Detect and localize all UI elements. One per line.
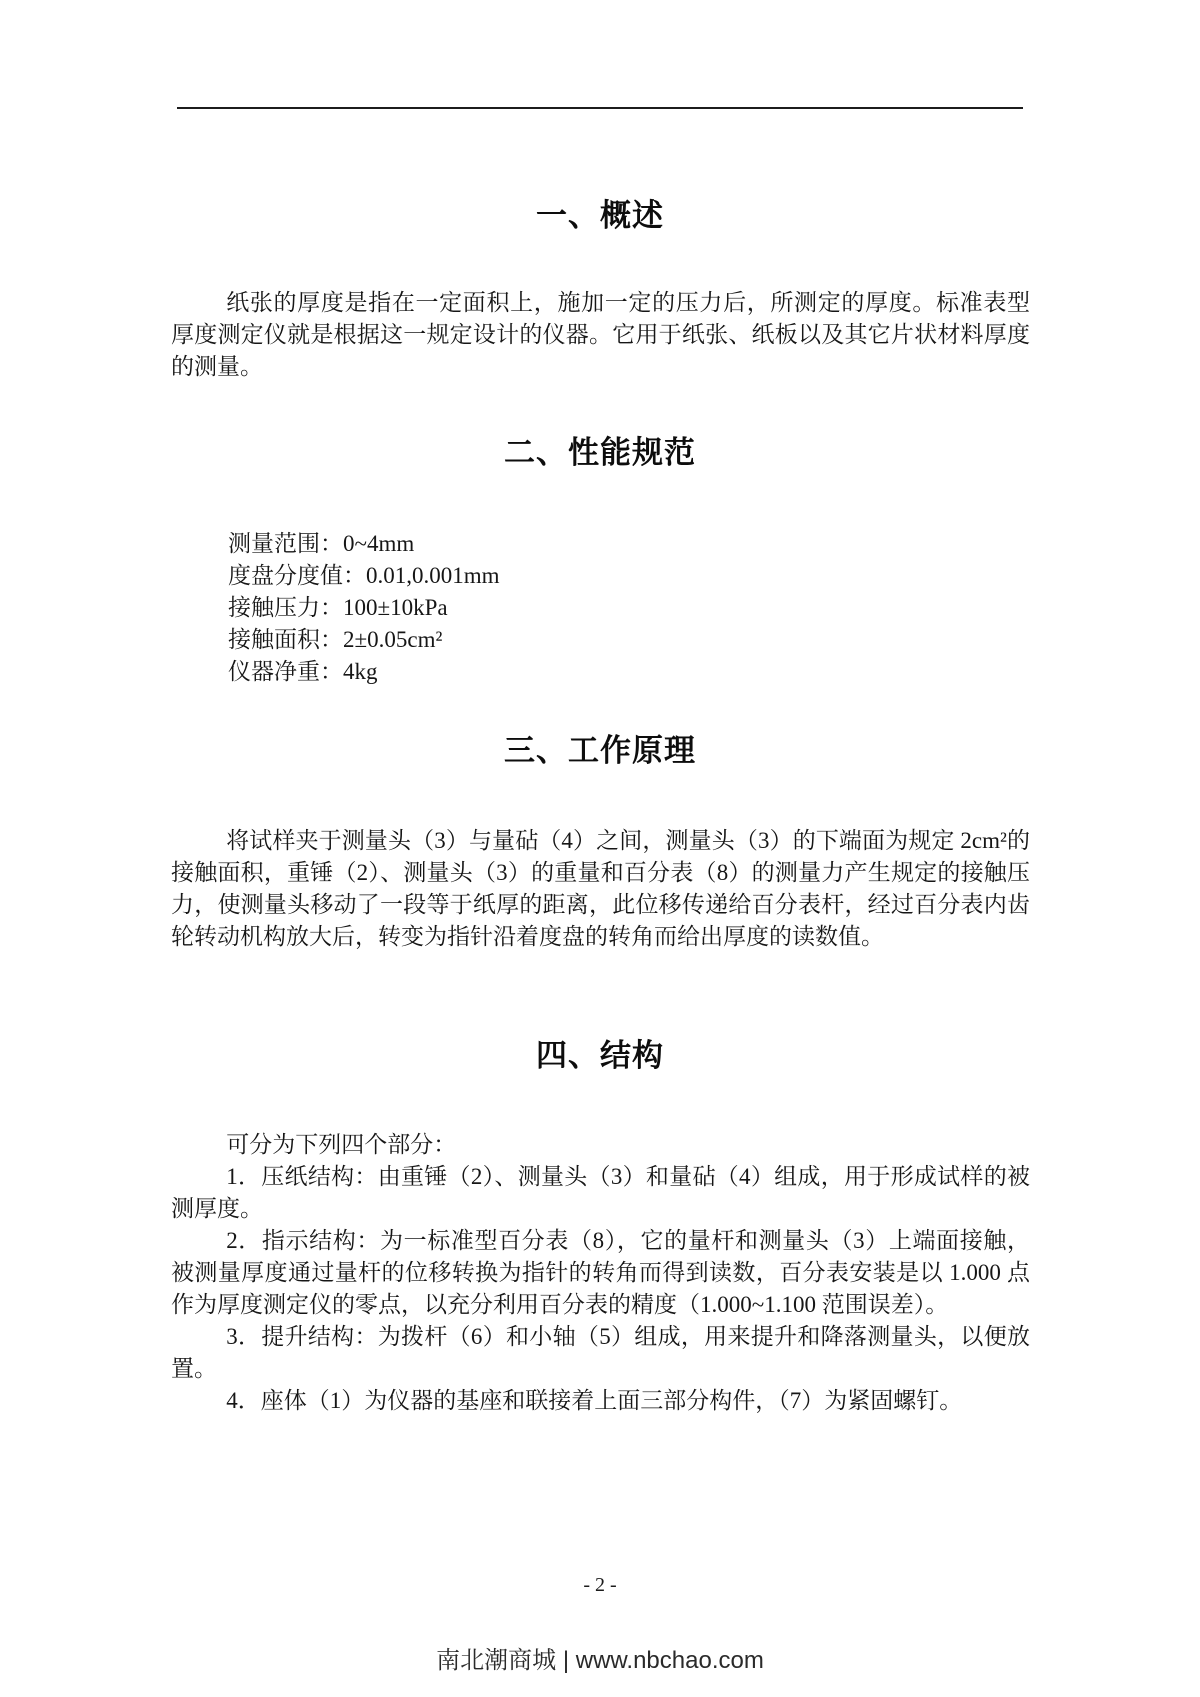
spec-list: [228, 528, 500, 688]
structure-item-press: 1．压纸结构：由重锤（2）、测量头（3）和量砧（4）组成，用于形成试样的被测厚度。: [171, 1164, 1030, 1221]
structure-section: [171, 1129, 1030, 1417]
spec-line-measuring-range: 测量范围：0~4mm: [228, 531, 415, 556]
structure-item-lifter: 3．提升结构：为拨杆（6）和小轴（5）组成，用来提升和降落测量头，以便放置。: [171, 1324, 1030, 1381]
section-heading-specs: 二、性能规范: [504, 435, 696, 470]
structure-intro: 可分为下列四个部分：: [226, 1132, 457, 1157]
overview-paragraph: 纸张的厚度是指在一定面积上，施加一定的压力后，所测定的厚度。标准表型厚度测定仪就是根据这一规定设计的仪器。它用于纸张、纸板以及其它片状材料厚度的测量。: [171, 290, 1030, 379]
section-heading-overview: 一、概述: [536, 198, 664, 233]
spec-line-contact-pressure: 接触压力：100±10kPa: [228, 595, 448, 620]
structure-item-indicator: 2．指示结构：为一标准型百分表（8），它的量杆和测量头（3）上端面接触，被测量厚度通过量杆的位移转换为指针的转角而得到读数，百分表安装是以 1.000 点作为厚度测定仪的零点，以充分利用百分表的精度（1.000~1.100 范围误差）。: [171, 1228, 1030, 1317]
structure-item-base: 4．座体（1）为仪器的基座和联接着上面三部分构件，（7）为紧固螺钉。: [226, 1388, 963, 1413]
spec-line-contact-area: 接触面积：2±0.05cm²: [228, 627, 443, 652]
spec-line-dial-graduation: 度盘分度值：0.01,0.001mm: [228, 563, 500, 588]
page-number: - 2 -: [583, 1574, 617, 1596]
section-heading-principle: 三、工作原理: [504, 733, 696, 768]
footer-site-label: 南北潮商城 | www.nbchao.com: [436, 1647, 764, 1674]
spec-line-net-weight: 仪器净重：4kg: [228, 659, 378, 684]
section-heading-structure: 四、结构: [536, 1038, 664, 1073]
principle-paragraph: 将试样夹于测量头（3）与量砧（4）之间，测量头（3）的下端面为规定 2cm²的接触面积，重锤（2）、测量头（3）的重量和百分表（8）的测量力产生规定的接触压力，使测量头移动了一段等于纸厚的距离，此位移传递给百分表杆，经过百分表内齿轮转动机构放大后，转变为指针沿着度盘的转角而给出厚度的读数值。: [171, 828, 1031, 949]
header-rule: [177, 107, 1023, 109]
